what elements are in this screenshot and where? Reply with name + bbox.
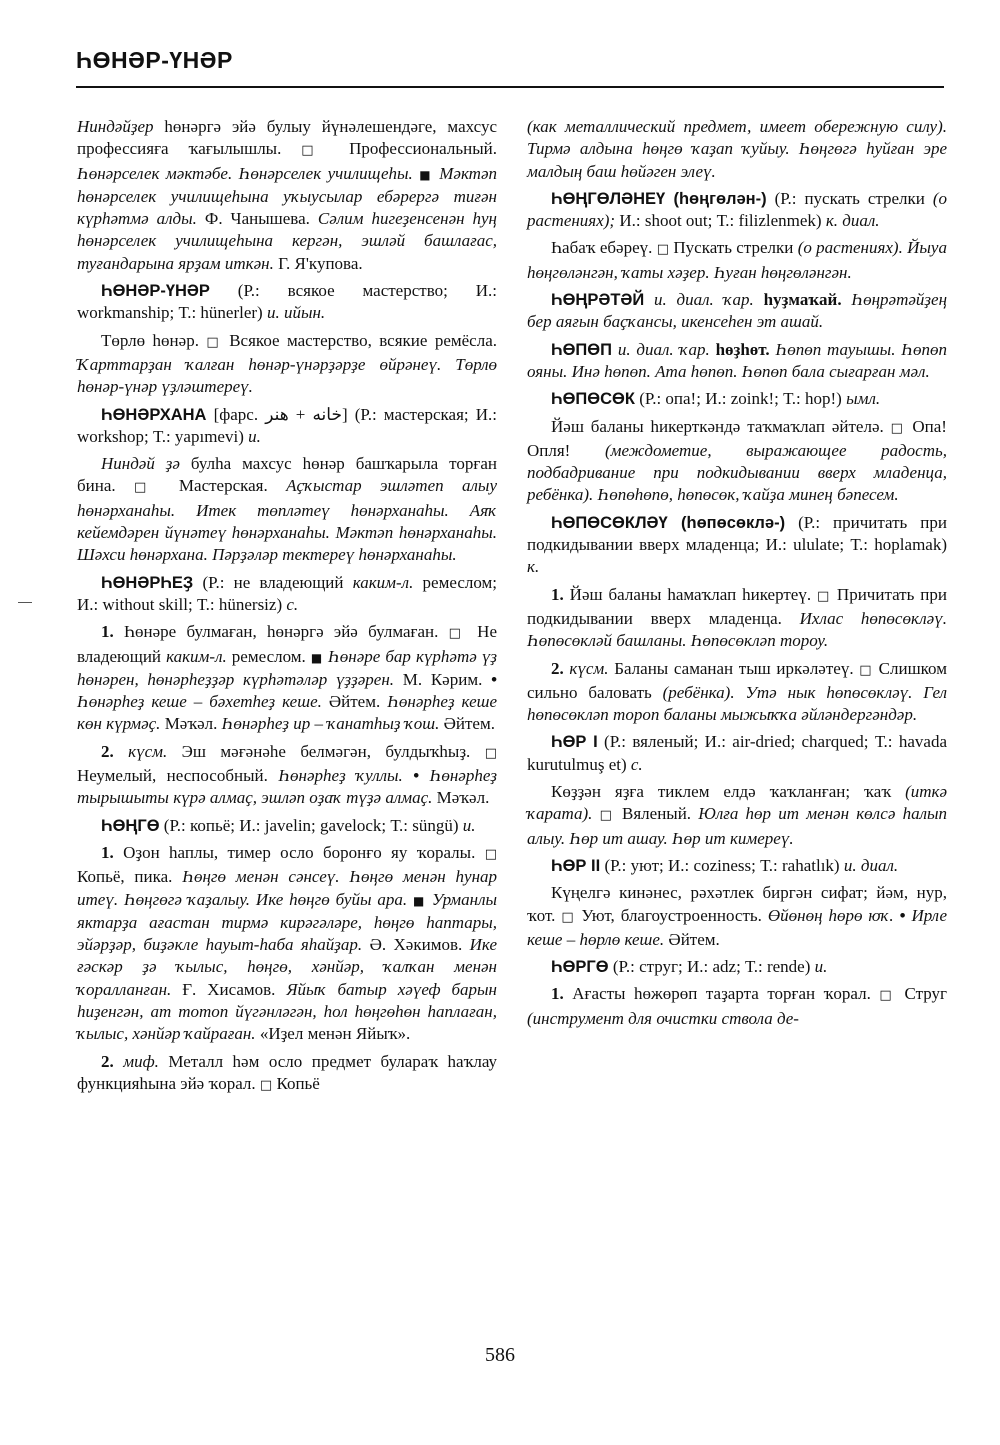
dictionary-paragraph — [77, 572, 497, 617]
text-run: и. диал. ҡар. — [644, 290, 754, 310]
text-run — [403, 766, 413, 785]
text-run: Эш мәғәнәһе белмәгән, булдыҡһыҙ. — [167, 741, 485, 761]
text-run: ымл. — [846, 389, 881, 409]
text-run: Аҫҡыстар эшләтеп алыу һөнәрханаһы. Итек төпләтеү һөнәрханаһы. Аяҡ кейемдәрен йүнәтеү һөнәрханаһы. Мәктәп һөнәрханаһы. Шәхси һөнәрхана. Пәрҙәләр тектереү һөнәрханаһы. — [77, 476, 497, 565]
marker-icon: □ — [599, 808, 615, 824]
headword: ҺӨР І — [551, 733, 598, 752]
text-run: Өйөнөң һөрө юҡ. — [767, 905, 894, 925]
text-run: (о растениях). Йыуа һөңгөләнгән, ҡаты хәҙер. Һуған һөңгөләнгән. — [527, 238, 947, 282]
marker-icon: □ — [817, 588, 831, 604]
dictionary-paragraph — [527, 388, 947, 410]
text-run: һөнәргә эйә булыу йүнәлешендәге, махсус профессияға ҡағылышлы. — [77, 117, 497, 159]
running-head-title: ҺӨНӘР-ҮНӘР — [76, 47, 233, 73]
margin-mark — [18, 602, 32, 603]
text-run: Ғ. Хисамов. — [171, 979, 287, 999]
text-run: 1. — [101, 842, 114, 862]
text-run: Һөнәрһеҙ кеше көн күрмәҫ. — [77, 692, 498, 734]
text-run: (Р.: всякое мастерство; И.: workmanship; Т.: hünerler) — [77, 281, 497, 323]
text-run: Мәҡәл. — [432, 788, 490, 808]
text-run: 2. — [101, 1051, 114, 1071]
text-run: Төрлө һөнәр. — [101, 330, 207, 350]
headword: ҺӨПӨП — [551, 340, 612, 359]
marker-icon: □ — [134, 480, 161, 496]
text-run: 2. — [101, 741, 114, 761]
text-run: 1. — [101, 622, 114, 642]
text-run: Мәктәп һөнәрселек училищеһына уҡыусылар ебәрергә тиғән күрһәтмә алды. — [77, 163, 498, 229]
headword: ҺӨНӘРХАНА — [101, 405, 207, 424]
text-run: к. — [527, 557, 540, 577]
text-run: Ирле кеше – һөрлө кеше. — [527, 905, 948, 949]
text-run: (Р.: пускать стрелки — [766, 188, 933, 208]
text-run: күсм. — [563, 658, 609, 678]
dictionary-paragraph — [77, 330, 497, 399]
text-run: Әйтем. — [321, 692, 388, 712]
text-run: Һөпөп тауышы. Һөпөп ояны. Инә һөпөп. Ата һөпөп. Һөпөп бала сығарған мәл. — [527, 339, 947, 381]
text-run: Неумелый, неспособный. — [77, 766, 279, 786]
text-run: Яйыҡ батыр хәүеф барын һиҙенгән, ат тотоп йүгәнләгән, һол һөңгөһөн һаплаған, ҡылыс, хәнйәр ҡайраған. — [77, 979, 497, 1044]
marker-icon: □ — [890, 420, 906, 436]
text-run: (инструмент для очистки ствола де- — [527, 1008, 799, 1028]
text-run: • — [491, 669, 498, 689]
text-run: Копьё — [272, 1073, 320, 1093]
dictionary-paragraph — [77, 741, 497, 810]
text-run: Һөнәре бар күрһәтә үҙ һөнәрен, һөнәрһеҙҙәр күрһәтәләр үҙҙәрен. — [77, 646, 497, 689]
page-header — [76, 46, 944, 74]
dictionary-paragraph — [527, 731, 947, 776]
dictionary-paragraph — [527, 658, 947, 727]
headword: ҺӨПӨСӨК — [551, 390, 635, 409]
text-run: Ҡарттарҙан ҡалған һөнәр-үнәрҙәрҙе өйрәнеү. Төрлө һөнәр-үнәр үҙләштереү. — [77, 354, 497, 397]
text-run: Һөнәрһеҙ кеше – бәхетһеҙ кеше. — [77, 692, 322, 712]
text-run: Струг — [895, 984, 948, 1004]
marker-icon: □ — [656, 242, 670, 258]
text-run: Юлға һөр ит менән көлсә һалып алыу. Һөр ит ашау. Һөр ит кимереү. — [527, 804, 948, 848]
text-run: Ә. Хәкимов. — [362, 935, 470, 955]
left-column — [77, 116, 497, 1102]
text-run: Ике ғәскәр ҙә ҡылыс, һөңгө, хәнйәр, ҡалҡан менән ҡоралланған. — [77, 935, 497, 999]
headword: ҺӨНӘР-ҮНӘР — [101, 282, 210, 301]
headword: ҺӨПӨСӨКЛӘҮ (һөпөсөклә-) — [551, 513, 786, 532]
text-run: (Р.: вяленый; И.: air-dried; charqued; Т.: havada kurutulmuş et) — [527, 732, 948, 774]
text-run: и. — [814, 957, 828, 977]
marker-icon: ■ — [310, 650, 323, 665]
dictionary-paragraph — [527, 416, 947, 507]
marker-icon: ■ — [413, 893, 426, 908]
text-run: (Р.: уют; И.: coziness; Т.: rahatlık) — [600, 855, 844, 875]
text-run: Ниндәйҙер — [77, 117, 154, 136]
text-run: Мәҡәл. — [160, 714, 222, 734]
text-run: булһа махсус һөнәр башҡарыла торған бина. — [77, 454, 497, 496]
marker-icon: □ — [484, 745, 497, 761]
dictionary-paragraph — [527, 584, 947, 653]
text-run: и. диал. ҡар. — [611, 339, 710, 359]
text-run: Әйтем. — [439, 714, 495, 734]
text-run: Металл һәм осло предмет булараҡ һаҡлау функцияһына эйә ҡорал. — [77, 1051, 497, 1093]
marker-icon: □ — [301, 143, 330, 159]
text-run: И.: shoot out; Т.: filizlenmek) — [615, 211, 826, 231]
text-run: Йәш баланы һамаҡлап һикертеү. — [563, 584, 818, 604]
headword: ҺӨР ІІ — [551, 856, 601, 875]
text-run: • — [413, 766, 420, 786]
text-run: каким-л. — [352, 572, 414, 592]
text-run: (иткә ҡарата). — [527, 782, 947, 824]
marker-icon: □ — [448, 626, 467, 642]
dictionary-paragraph — [77, 815, 497, 837]
dictionary-paragraph — [77, 280, 497, 325]
text-run: Сәлим һигеҙенсенән һуң һөнәрселек училищеһына кергән, эшләй башлағас, туғандарына ярҙам иткән. — [77, 209, 497, 273]
marker-icon: □ — [206, 334, 222, 350]
marker-icon: □ — [859, 662, 873, 678]
text-run: Опа! Опля! — [527, 416, 947, 460]
text-run: Һөңгө менән сәнсеү. Һөңгө менән һунар итеү. Һөңгөгә ҡаҙалыу. Ике һөңгө буйы ара. — [77, 867, 497, 909]
text-run: (о растениях); — [527, 188, 947, 231]
text-run: Һөңрәтәйҙең бер аяғын баҫҡансы, икенсеһен эт ашай. — [527, 290, 948, 332]
text-run: күсм. — [113, 741, 168, 761]
text-run: Слишком сильно баловать — [527, 658, 947, 702]
dictionary-paragraph — [77, 1051, 497, 1098]
text-run: и. ийын. — [266, 303, 326, 323]
text-run: Копьё, пика. — [77, 867, 183, 887]
text-run: «Иҙел менән Яйыҡ». — [255, 1024, 411, 1044]
text-run: Мастерская. — [160, 476, 287, 496]
text-run: Көҙҙән яҙға тиклем елдә ҡаҡланған; ҡаҡ — [551, 782, 906, 802]
headword: ҺӨҢГӨЛӘНЕҮ (һөңгөлән-) — [551, 189, 767, 208]
text-run: Урманлы яктарҙа ағастан тирмә кирәгәләре, һөңгө һаптары, эйәрҙәр, биҙәкле һауыт-һаба яһайҙар. — [77, 889, 498, 955]
dictionary-paragraph — [527, 882, 947, 951]
headword: ҺӨНӘРҺЕҘ — [101, 573, 194, 592]
dictionary-paragraph — [77, 404, 497, 449]
dictionary-paragraph — [527, 781, 947, 850]
dictionary-paragraph — [527, 188, 947, 233]
marker-icon: □ — [879, 988, 896, 1004]
text-run: (междометие, выражающее радость, подбадривание при подкидывании вверх младенца, ребёнка). Һөпөһөпө, һөпөсөк, ҡайҙа минең бәпесем. — [527, 440, 947, 505]
dictionary-paragraph — [77, 621, 497, 735]
text-run: и. — [462, 815, 476, 835]
text-run: Профессиональный. — [329, 139, 497, 159]
text-run: Һөнәрселек мәктәбе. Һөнәрселек училищеһы. — [77, 163, 420, 183]
text-run: Һабаҡ ебәреү. — [551, 238, 657, 258]
text-run: 1. — [551, 584, 564, 604]
text-run: (Р.: опа!; И.: zoink!; Т.: hop!) — [634, 389, 847, 409]
dictionary-paragraph — [527, 983, 947, 1030]
text-run — [592, 804, 599, 823]
text-run: һөҙһөт. — [709, 339, 770, 359]
dictionary-paragraph — [77, 453, 497, 566]
continued-paragraph — [77, 116, 497, 275]
right-column — [527, 116, 947, 1035]
dictionary-paragraph — [527, 289, 947, 334]
text-run: Әйтем. — [664, 929, 720, 949]
headword: ҺӨҢГӨ — [101, 816, 160, 835]
dictionary-paragraph — [527, 956, 947, 978]
text-run: (ребёнка). Утә нык һөпөсөкләү. Гел һөпөсөкләп тороп баланы мыжыҡҡа әйләндергәндәр. — [527, 682, 947, 725]
text-run: ремеслом; И.: without skill; Т.: hünersiz) — [77, 572, 497, 614]
text-run: (Р.: причитать при подкидывании вверх младенца; И.: ululate; Т.: hoplamak) — [527, 512, 947, 555]
text-run: Пускать стрелки — [669, 238, 798, 258]
text-run: Баланы саманан тыш иркәләтеү. — [608, 658, 860, 678]
dictionary-paragraph — [77, 842, 497, 1046]
text-run: (Р.: копьё; И.: javelin; gavelock; Т.: süngü) — [159, 815, 463, 835]
text-run: (Р.: не владеющий — [193, 572, 353, 592]
continued-paragraph — [527, 116, 947, 183]
headword: ҺӨҢРӘТӘЙ — [551, 291, 645, 310]
text-run: Йәш баланы һикерткәндә таҡмаҡлап әйтелә. — [551, 416, 891, 436]
dictionary-paragraph — [527, 512, 947, 579]
dictionary-paragraph — [527, 855, 947, 877]
text-run: (как металлический предмет, имеет обережную силу). Тирмә алдына һөңгө ҡаҙап ҡуйыу. Һөңгөгә һуйған эре малдың баш һөйәген элеү. — [527, 117, 947, 181]
text-run: Ағасты һөжөрөп таҙарта торған ҡорал. — [563, 984, 880, 1004]
text-run: Причитать при подкидывании вверх младенца. — [527, 584, 947, 628]
header-rule — [76, 86, 944, 88]
text-run: Һөнәрһеҙ тырышыты күрә алмаҫ, эшләп оҙаҡ түҙә алмаҫ. — [77, 766, 498, 808]
text-run: каким-л. — [166, 646, 227, 666]
marker-icon: □ — [484, 846, 497, 862]
text-run: и. диал. — [843, 855, 899, 875]
marker-icon: □ — [561, 909, 576, 925]
text-run: с. — [286, 594, 299, 614]
text-run: Һөнәрһеҙ ир – ҡанатһыҙ ҡош. — [221, 714, 440, 734]
text-run: Һөнәрһеҙ ҡуллы. — [278, 766, 403, 786]
text-run: Вяленый. — [614, 804, 699, 824]
text-run: Г. Я'купова. — [273, 253, 363, 273]
text-run: М. Кәрим. — [394, 669, 492, 689]
text-run: и. — [248, 426, 261, 446]
text-run: Күңелгә кинәнес, рәхәтлек биргән сифат; йәм, нур, ҡот. — [527, 883, 947, 925]
text-run: (Р.: струг; И.: adz; Т.: rende) — [608, 957, 815, 977]
page-number: 586 — [485, 1344, 515, 1366]
text-run: Оҙон һаплы, тимер осло боронғо яу ҡоралы. — [113, 842, 485, 862]
text-run: [фарс. خانه + هنر] (Р.: мастерская; И.: workshop; Т.: yapımevi) — [77, 404, 497, 446]
text-run: 1. — [551, 984, 564, 1004]
text-run: Не владеющий — [77, 622, 497, 666]
text-run: Уют, благоустроенность. — [575, 905, 768, 925]
dictionary-paragraph — [527, 339, 947, 384]
dictionary-paragraph — [527, 237, 947, 284]
text-run: Ихлас һөпөсөкләү. Һөпөсөкләй башланы. Һөпөсөкләп тороу. — [527, 608, 947, 651]
text-run: с. — [630, 754, 643, 774]
text-run: Ниндәй ҙә — [101, 454, 180, 474]
text-run: 2. — [551, 658, 564, 678]
text-run: Всякое мастерство, всякие ремёсла. — [221, 330, 497, 350]
marker-icon: ■ — [419, 167, 433, 182]
text-run: • — [899, 905, 906, 925]
text-run: Һөнәре булмаған, һөнәргә эйә булмаған. — [113, 622, 449, 642]
text-run: к. диал. — [825, 211, 880, 231]
text-run: миф. — [113, 1051, 159, 1071]
text-run: ремеслом. — [226, 646, 311, 666]
text-run: Ф. Чанышева. — [196, 209, 318, 229]
marker-icon: □ — [259, 1077, 273, 1093]
headword: ҺӨРГӨ — [551, 958, 609, 977]
text-run: һуҙмаҡай. — [753, 290, 842, 310]
